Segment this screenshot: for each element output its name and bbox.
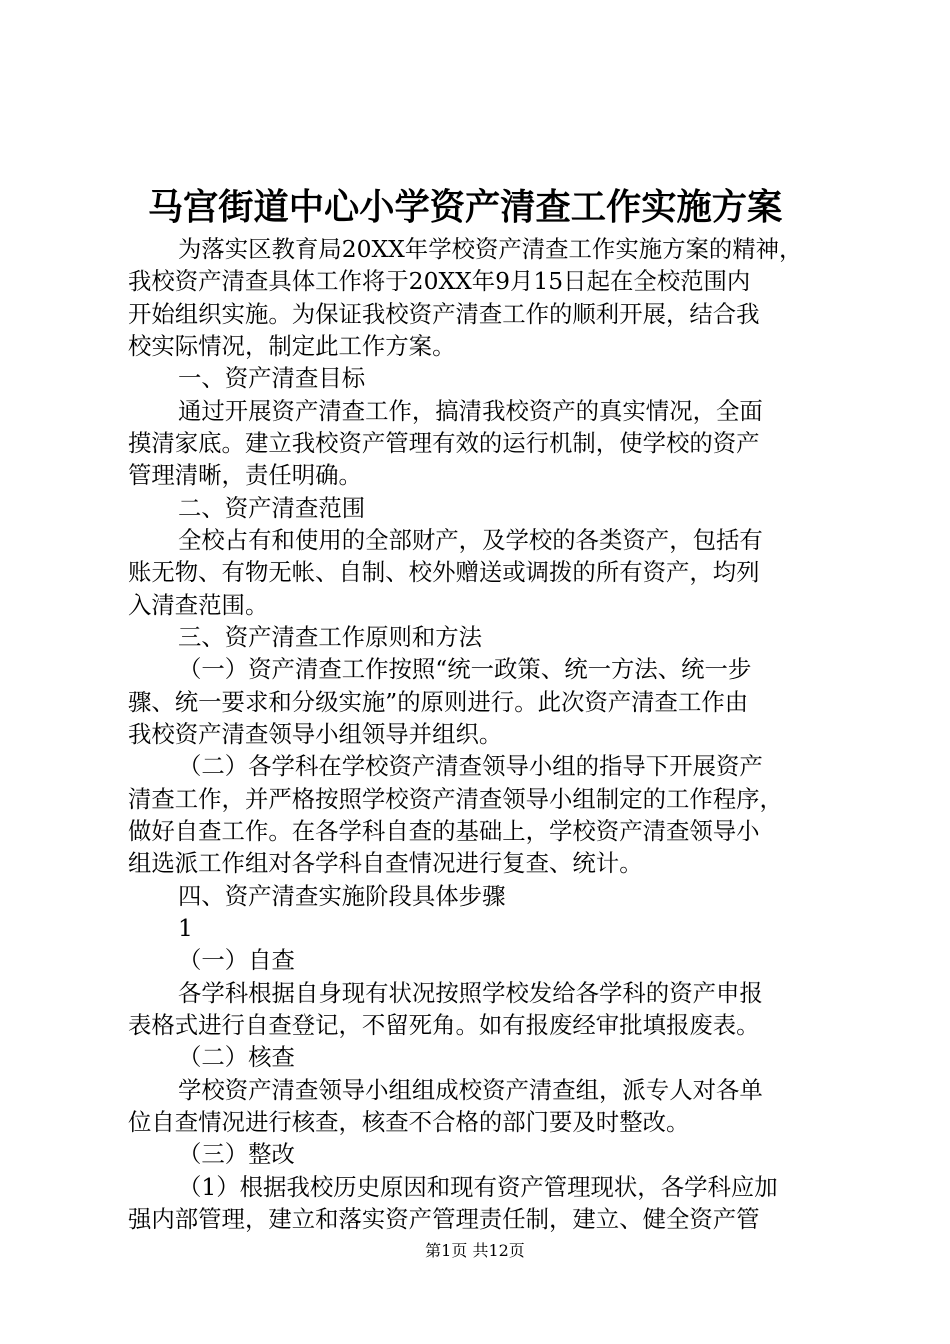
paragraph-line: 管理清晰，责任明确。 [128,461,362,489]
paragraph-line: （一）资产清查工作按照“统一政策、统一方法、统一步 [178,655,752,683]
paragraph-line: 我校资产清查具体工作将于20XX年9月15日起在全校范围内 [128,267,751,295]
paragraph-line: 通过开展资产清查工作，搞清我校资产的真实情况，全面 [178,397,763,425]
page-number-footer: 第1页 共12页 [425,1241,525,1260]
document-title: 马宫街道中心小学资产清查工作实施方案 [147,186,783,228]
paragraph-line: 我校资产清查领导小组领导并组织。 [128,720,503,748]
paragraph-line: 各学科根据自身现有状况按照学校发给各学科的资产申报 [178,979,763,1007]
paragraph-line: 为落实区教育局20XX年学校资产清查工作实施方案的精神， [178,235,803,263]
section-heading: 一、资产清查目标 [178,364,366,392]
section-heading: 三、资产清查工作原则和方法 [178,623,483,651]
paragraph-line: （二）各学科在学校资产清查领导小组的指导下开展资产 [178,752,763,780]
subsection-heading: （一）自查 [178,946,295,974]
paragraph-line: 清查工作，并严格按照学校资产清查领导小组制定的工作程序， [128,785,783,813]
section-heading: 四、资产清查实施阶段具体步骤 [178,882,506,910]
paragraph-line: 组选派工作组对各学科自查情况进行复查、统计。 [128,849,643,877]
paragraph-line: 全校占有和使用的全部财产，及学校的各类资产，包括有 [178,526,763,554]
paragraph-line: （1）根据我校历史原因和现有资产管理现状，各学科应加 [178,1173,778,1201]
subsection-heading: （二）核查 [178,1043,295,1071]
paragraph-line: 位自查情况进行核查，核查不合格的部门要及时整改。 [128,1108,690,1136]
paragraph-line: 开始组织实施。为保证我校资产清查工作的顺利开展，结合我 [128,300,760,328]
paragraph-line: 1 [178,914,193,942]
paragraph-line: 摸清家底。建立我校资产管理有效的运行机制，使学校的资产 [128,429,760,457]
paragraph-line: 做好自查工作。在各学科自查的基础上，学校资产清查领导小 [128,817,760,845]
paragraph-line: 账无物、有物无帐、自制、校外赠送或调拨的所有资产，均列 [128,558,760,586]
subsection-heading: （三）整改 [178,1140,295,1168]
paragraph-line: 学校资产清查领导小组组成校资产清查组，派专人对各单 [178,1076,763,1104]
paragraph-line: 强内部管理，建立和落实资产管理责任制，建立、健全资产管 [128,1205,760,1233]
paragraph-line: 入清查范围。 [128,591,269,619]
paragraph-line: 骤、统一要求和分级实施”的原则进行。此次资产清查工作由 [128,688,749,716]
section-heading: 二、资产清查范围 [178,494,366,522]
paragraph-line: 校实际情况，制定此工作方案。 [128,332,456,360]
paragraph-line: 表格式进行自查登记，不留死角。如有报废经审批填报废表。 [128,1011,760,1039]
